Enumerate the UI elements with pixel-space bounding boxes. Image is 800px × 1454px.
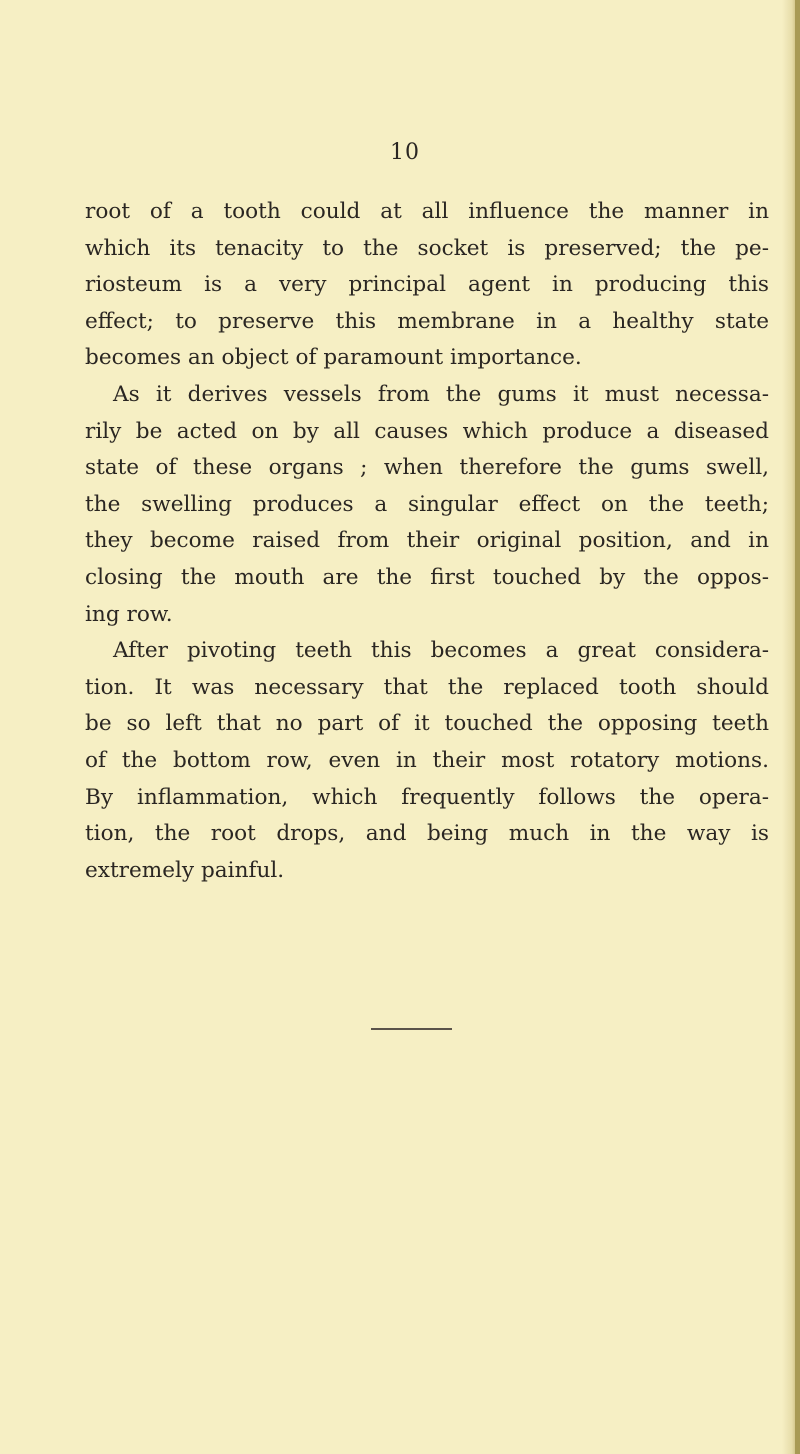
text-line: After pivoting teeth this becomes a great considera- <box>113 638 769 664</box>
text-line: the swelling produces a singular effect on the teeth; <box>85 491 769 517</box>
text-line: root of a tooth could at all influence the manner in <box>85 199 769 224</box>
page-edge <box>795 0 800 1454</box>
text-line: closing the mouth are the first touched by the oppos- <box>85 564 769 590</box>
text-line: becomes an object of paramount importance. <box>85 345 582 371</box>
page-number: 10 <box>390 140 420 165</box>
text-line: As it derives vessels from the gums it must necessa- <box>113 381 769 407</box>
text-line: By inflammation, which frequently follows the opera- <box>85 784 769 810</box>
text-line: tion. It was necessary that the replaced tooth should <box>85 674 769 700</box>
text-line: they become raised from their original position, and in <box>85 528 769 554</box>
text-line: be so left that no part of it touched the opposing teeth <box>85 711 769 737</box>
text-line: ing row. <box>85 601 173 627</box>
text-line: tion, the root drops, and being much in the way is <box>85 821 769 847</box>
body-text <box>85 194 769 889</box>
text-line: effect; to preserve this membrane in a healthy state <box>85 308 769 334</box>
text-line: extremely painful. <box>85 857 285 883</box>
text-line: riosteum is a very principal agent in producing this <box>85 272 769 298</box>
text-line: which its tenacity to the socket is preserved; the pe- <box>85 235 769 261</box>
text-line: state of these organs ; when therefore the gums swell, <box>85 455 769 481</box>
text-line: of the bottom row, even in their most rotatory motions. <box>85 747 769 773</box>
text-line: rily be acted on by all causes which produce a diseased <box>85 418 769 444</box>
section-divider <box>371 1028 452 1030</box>
